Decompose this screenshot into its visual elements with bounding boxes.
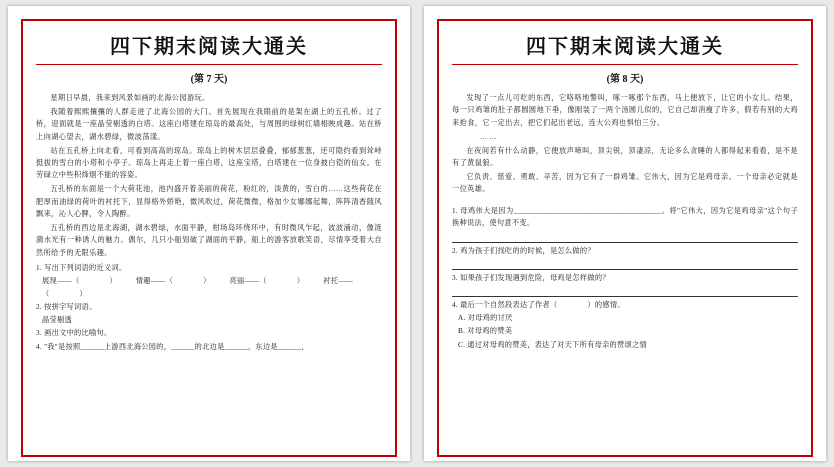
question-item: 3. 画出文中的比喻句。 — [36, 329, 112, 338]
page-subtitle: (第 7 天) — [190, 74, 228, 85]
page-subtitle: (第 8 天) — [606, 74, 644, 85]
document-page-1[interactable] — [8, 6, 410, 461]
question-answer-text: 晶莹剔透 — [42, 316, 72, 325]
page-title: 四下期末阅读大通关 — [452, 30, 798, 65]
answer-line[interactable] — [452, 231, 798, 243]
answer-line[interactable] — [452, 285, 798, 297]
question-list — [452, 205, 798, 351]
question-item: 3. 如果孩子们发现遇到危险，母鸡是怎样做的？ — [452, 273, 610, 282]
body-paragraph: 五孔桥的西边是北海湖，湖水碧绿，水面平静，柑场岛环绕环中，有时微风乍起，波波涌动，像涟漪水光有一种诱人的魅力。偶尔，几只小船划破了湖面的平静，船上的游客放歌笑语，尽情享受着大自然所给予的无限乐趣。 — [36, 224, 382, 257]
question-item: 2. 鸡为孩子们找吃的的时候，是怎么做的？ — [452, 246, 595, 255]
body-paragraph: 星期日早晨，我来到风景如画的北海公园游玩。 — [50, 94, 210, 102]
question-item: 1. 母鸡伟大是因为______________________________________。将"它伟大，因为它是鸡母亲"这个句子换种说法，使句意不变。 — [452, 207, 798, 228]
body-paragraph: 站在五孔桥上向北看，可看到高高的琼岛。琼岛上的树木层层叠叠，郁郁葱葱，还可隐约看到耸峙挺拔的雪白的小塔和小亭子。琼岛上再走上着一座白塔，这座宝塔，白塔建在一位身披白铠的仙女。在劳碌立中些积烽烟不能的容姿。 — [36, 146, 382, 180]
ellipsis-paragraph: …… — [480, 132, 499, 141]
document-page-2[interactable] — [424, 6, 826, 461]
question-option[interactable]: A. 对母鸡的讨厌 — [458, 314, 513, 323]
body-paragraph: 五孔桥的东面是一个大荷花池，池内盛开着美丽的荷花，粉红的，淡黄的，雪白的……这些荷花在肥厚而油绿的荷叶的衬托下，显得格外娇艳，微风吹过，荷花微微，格加少女娜娜起舞，阵阵清香随风飘来，沁人心脾，令人陶醉。 — [36, 185, 382, 219]
page-1-content — [20, 18, 398, 353]
body-paragraph: 我随着熙熙攘攘的人群走进了北海公园的大门。首先展现在我眼前的是架在湖上的五孔桥。过了桥，迎面就是一座晶莹剔透的白塔。这座白塔建在琼岛的最高处，与周围的绿树红墙相映成趣。站在桥上向湖心望去，湖水碧绿，微波荡漾。 — [36, 107, 382, 141]
body-paragraph: 发现了一点儿可吃的东西，它咯咯地警叫，啄一啄那个东西，马上便放下，让它的小女儿。结果，每一只鸡雏的肚子都圆圆地下垂，像刚装了一两个汤圆儿似的，它自己却消瘦了许多，假若有别的大鸡来抢食，它一定出去，把它们起出老远，连大公鸡也惧怕三分。 — [452, 94, 798, 127]
question-item: 1. 写出下列词语的近义词。 — [36, 264, 127, 273]
question-item: 4. 最后一个自然段表达了作者（ ）的感情。 — [452, 301, 625, 310]
body-paragraph: 它负责、慈爱、勇敢、辛苦，因为它有了一群鸡雏。它伟大，因为它是鸡母亲。一个母亲必定就是一位英雄。 — [452, 172, 798, 194]
answer-line[interactable] — [452, 258, 798, 270]
page-2-content — [436, 18, 814, 351]
question-blanks-row: 展现——（ ） 情趣——（ ） 亮丽——（ ） 衬托——（ ） — [42, 277, 354, 298]
spacer — [452, 197, 798, 202]
page-title: 四下期末阅读大通关 — [36, 30, 382, 65]
question-list — [36, 262, 382, 352]
question-option[interactable]: C. 通过对母鸡的赞美，表达了对天下所有母亲的赞颂之情 — [458, 340, 647, 349]
question-item: 2. 按拼字写词语。 — [36, 302, 97, 311]
body-paragraph: 在夜间若有什么动静，它便放声啼叫，顶尖锐，顶凄凉，无论多么贪睡的人都得起来看看，是不是有了黄鼠狼。 — [452, 146, 798, 168]
question-option[interactable]: B. 对母鸡的赞美 — [458, 327, 513, 336]
question-item: 4. "我"是按照______上游西北海公园的，______的北边是______，东边是______， — [36, 342, 309, 351]
